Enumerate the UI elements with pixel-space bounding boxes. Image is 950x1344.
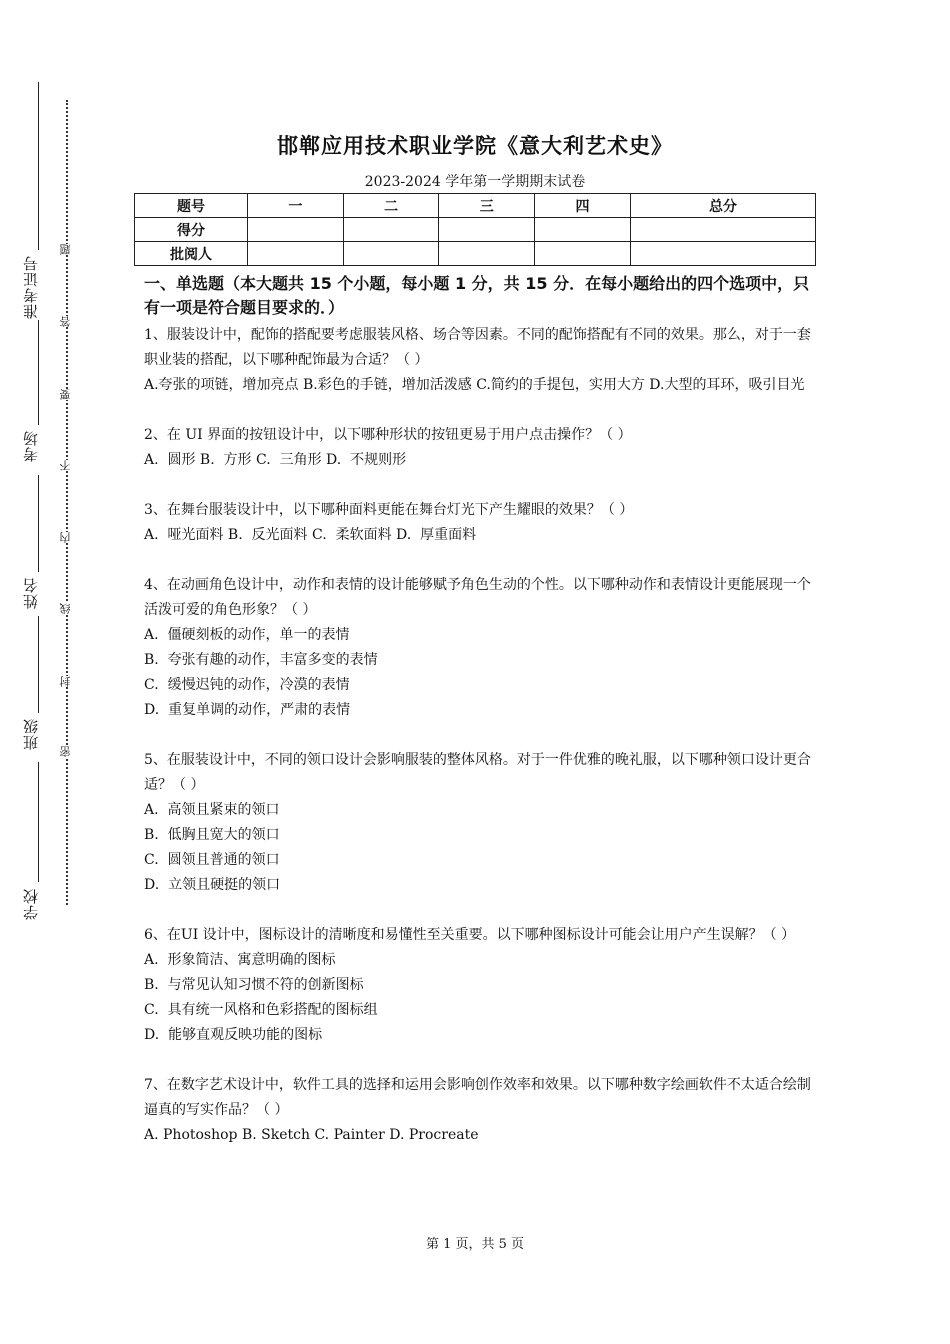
grader-row [135,242,816,266]
score-column-header: 题号 [135,194,248,218]
option-b: B. 与常见认知习惯不符的创新图标 [144,977,364,993]
score-cell [248,218,344,242]
option-a: A. 形象简洁、寓意明确的图标 [144,952,336,968]
option-c: C. 圆领且普通的领口 [144,852,280,868]
option-d: D. 重复单调的动作，严肃的表情 [144,702,351,718]
option-c: C. 具有统一风格和色彩搭配的图标组 [144,1002,378,1018]
class-label: 班级 [22,718,40,750]
exam-content [144,272,812,1173]
score-cell [439,218,535,242]
grader-row-label: 批阅人 [135,242,248,266]
score-table [134,193,816,266]
section-heading: 一、单选题（本大题共 15 个小题，每小题 1 分，共 15 分．在每小题给出的四个选项中，只有一项是符合题目要求的．） [144,274,810,317]
question-options: A. Photoshop B. Sketch C. Painter D. Procreate [144,1127,479,1143]
exam-number-label: 准考证号 [22,255,40,319]
option-b: B. 低胸且宽大的领口 [144,827,280,843]
question-1 [144,323,812,398]
score-row [135,218,816,242]
score-cell [535,218,631,242]
question-stem: 4、在动画角色设计中，动作和表情的设计能够赋予角色生动的个性。以下哪种动作和表情设计更能展现一个活泼可爱的角色形象？（ ） [144,577,811,618]
question-6 [144,923,812,1048]
question-stem: 1、服装设计中，配饰的搭配要考虑服装风格、场合等因素。不同的配饰搭配有不同的效果。那么，对于一套职业装的搭配，以下哪种配饰最为合适？（ ） [144,327,811,368]
question-7 [144,1073,812,1148]
exam-room-line [38,320,39,425]
question-options: A. 哑光面料 B. 反光面料 C. 柔软面料 D. 厚重面料 [144,527,477,543]
exam-room-label: 考场 [22,430,40,462]
seal-char: 要 [59,389,75,400]
score-cell [343,218,439,242]
grader-cell [439,242,535,266]
seal-char: 题 [59,244,75,255]
question-4 [144,573,812,723]
question-2 [144,423,812,473]
score-column-header: 一 [248,194,344,218]
exam-subtitle: 2023-2024 学年第一学期期末试卷 [364,174,586,190]
score-column-header: 二 [343,194,439,218]
option-a: A. 僵硬刻板的动作，单一的表情 [144,627,350,643]
question-3 [144,498,812,548]
seal-char: 线 [59,603,75,614]
school-label: 学校 [22,888,40,920]
seal-char: 密 [59,746,75,757]
question-stem: 3、在舞台服装设计中，以下哪种面料更能在舞台灯光下产生耀眼的效果？（ ） [144,502,634,518]
score-column-header: 总分 [630,194,815,218]
class-line [38,616,39,713]
question-stem: 2、在 UI 界面的按钮设计中，以下哪种形状的按钮更易于用户点击操作？（ ） [144,427,632,443]
score-cell [630,218,815,242]
question-stem: 6、在UI 设计中，图标设计的清晰度和易懂性至关重要。以下哪种图标设计可能会让用户产生误解？（ ） [144,927,796,943]
seal-char: 答 [59,316,75,327]
score-table-header-row [135,194,816,218]
grader-cell [630,242,815,266]
exam-title: 邯郸应用技术职业学院《意大利艺术史》 [277,134,673,158]
question-options: A.夸张的项链，增加亮点 B.彩色的手链，增加活泼感 C.简约的手提包，实用大方 D.大型的耳环，吸引目光 [144,377,805,393]
page-footer: 第 1 页，共 5 页 [425,1237,525,1252]
option-b: B. 夸张有趣的动作，丰富多变的表情 [144,652,378,668]
score-column-header: 三 [439,194,535,218]
question-stem: 7、在数字艺术设计中，软件工具的选择和运用会影响创作效率和效果。以下哪种数字绘画软件不太适合绘制逼真的写实作品？（ ） [144,1077,811,1118]
seal-dotted-line [66,100,68,905]
score-column-header: 四 [535,194,631,218]
name-label: 姓名 [22,577,40,609]
option-d: D. 立领且硬挺的领口 [144,877,281,893]
school-line [38,762,39,882]
question-5 [144,748,812,898]
seal-char: 内 [59,532,75,543]
option-c: C. 缓慢迟钝的动作，冷漠的表情 [144,677,350,693]
question-stem: 5、在服装设计中，不同的领口设计会影响服装的整体风格。对于一件优雅的晚礼服，以下哪种领口设计更合适？（ ） [144,752,811,793]
exam-number-line [38,82,39,250]
grader-cell [343,242,439,266]
question-options: A. 圆形 B. 方形 C. 三角形 D. 不规则形 [144,452,407,468]
name-line [38,475,39,572]
grader-cell [535,242,631,266]
option-d: D. 能够直观反映功能的图标 [144,1027,323,1043]
seal-char: 不 [59,460,75,471]
score-row-label: 得分 [135,218,248,242]
option-a: A. 高领且紧束的领口 [144,802,280,818]
grader-cell [248,242,344,266]
seal-char: 封 [59,676,75,687]
